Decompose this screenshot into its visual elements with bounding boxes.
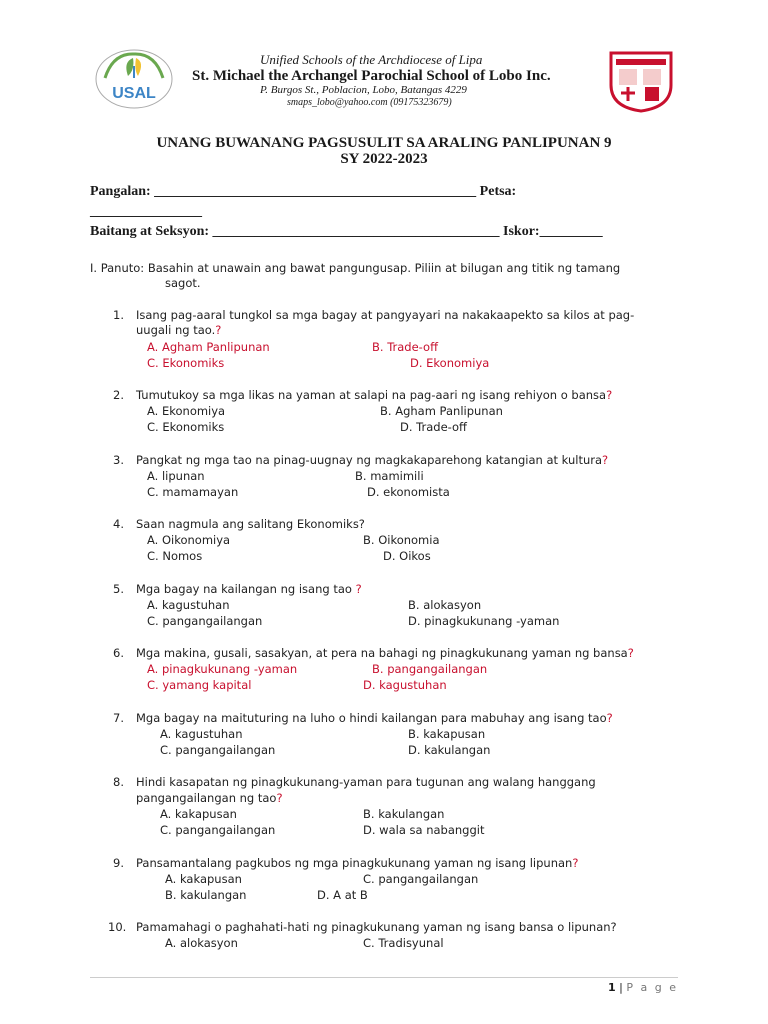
question-text: Mga makina, gusali, sasakyan, at pera na bahagi ng pinagkukunang yaman ng bansa	[136, 646, 628, 660]
page-number: 1	[608, 981, 616, 994]
question-mark: ?	[602, 453, 609, 467]
question-number: 10.	[108, 920, 127, 934]
footer-separator: |	[615, 981, 627, 994]
usal-logo-text: USAL	[112, 85, 156, 102]
option-c[interactable]: C. mamamayan	[147, 485, 239, 499]
option-b[interactable]: B. mamimili	[355, 469, 424, 483]
school-year: SY 2022-2023	[340, 151, 428, 167]
option-b[interactable]: B. Trade-off	[372, 340, 439, 354]
question-number: 5.	[113, 582, 124, 596]
option-d[interactable]: D. kagustuhan	[363, 678, 447, 692]
question-mark: ?	[606, 711, 613, 725]
question-text: Pamamahagi o paghahati-hati ng pinagkukunang yaman ng isang bansa o lipunan?	[136, 920, 617, 934]
option-a[interactable]: A. kakapusan	[165, 872, 242, 886]
question-number: 2.	[113, 388, 124, 402]
question-text-2: pangangailangan ng tao	[136, 791, 277, 805]
question-text: Hindi kasapatan ng pinagkukunang-yaman para tugunan ang walang hanggang	[136, 775, 596, 789]
question-text: Isang pag-aaral tungkol sa mga bagay at pangyayari na nakakaapekto sa kilos at pag-	[136, 308, 635, 322]
question-number: 8.	[113, 775, 124, 789]
question-mark: ?	[355, 582, 362, 596]
option-c[interactable]: C. Ekonomiks	[147, 356, 225, 370]
question-mark: ?	[215, 323, 222, 337]
option-b[interactable]: B. kakulangan	[363, 807, 445, 821]
question-number: 3.	[113, 453, 124, 467]
school-seal	[607, 49, 675, 113]
question-number: 1.	[113, 308, 124, 322]
option-d[interactable]: D. kakulangan	[408, 743, 491, 757]
question-mark: ?	[276, 791, 283, 805]
option-c[interactable]: C. yamang kapital	[147, 678, 252, 692]
page-label: P a g e	[626, 981, 678, 994]
usal-logo	[93, 48, 175, 110]
option-d[interactable]: D. pinagkukunang -yaman	[408, 614, 560, 628]
question-mark: ?	[627, 646, 634, 660]
question-number: 4.	[113, 517, 124, 531]
header-address: P. Burgos St., Poblacion, Lobo, Batangas 4229	[260, 84, 467, 96]
option-c[interactable]: C. pangangailangan	[160, 743, 276, 757]
option-c[interactable]: C. pangangailangan	[147, 614, 263, 628]
question-text: Pangkat ng mga tao na pinag-uugnay ng magkakaparehong katangian at kultura	[136, 453, 603, 467]
option-a[interactable]: A. Ekonomiya	[147, 404, 226, 418]
option-a[interactable]: A. Agham Panlipunan	[147, 340, 270, 354]
option-b[interactable]: B. Agham Panlipunan	[380, 404, 503, 418]
option-b[interactable]: B. alokasyon	[408, 598, 482, 612]
option-c[interactable]: C. pangangailangan	[160, 823, 276, 837]
question-number: 7.	[113, 711, 124, 725]
page-footer	[608, 981, 678, 994]
question-number: 6.	[113, 646, 124, 660]
option-b[interactable]: B. kakulangan	[165, 888, 247, 902]
option-d[interactable]: D. Trade-off	[400, 420, 467, 434]
header-diocese: Unified Schools of the Archdiocese of Lipa	[260, 52, 483, 67]
footer-divider	[90, 977, 678, 978]
header-school-name: St. Michael the Archangel Parochial School of Lobo Inc.	[192, 68, 551, 84]
option-b[interactable]: B. kakapusan	[408, 727, 486, 741]
option-c[interactable]: C. Tradisyunal	[363, 936, 444, 950]
option-a[interactable]: A. kakapusan	[160, 807, 237, 821]
option-c[interactable]: C. pangangailangan	[363, 872, 479, 886]
question-mark: ?	[606, 388, 613, 402]
question-text: Tumutukoy sa mga likas na yaman at salapi na pag-aari ng isang rehiyon o bansa	[136, 388, 607, 402]
option-a[interactable]: A. alokasyon	[165, 936, 238, 950]
option-d[interactable]: D. ekonomista	[367, 485, 450, 499]
date-field-line[interactable]: ________________	[90, 204, 202, 219]
option-a[interactable]: A. Oikonomiya	[147, 533, 231, 547]
section-score-field[interactable]: Baitang at Seksyon: _________________________________________ Iskor:_________	[90, 224, 603, 239]
question-text: Mga bagay na kailangan ng isang tao	[136, 582, 356, 596]
option-b[interactable]: B. Oikonomia	[363, 533, 440, 547]
option-d[interactable]: D. Ekonomiya	[410, 356, 490, 370]
question-mark: ?	[572, 856, 579, 870]
question-text: Mga bagay na maituturing na luho o hindi kailangan para mabuhay ang isang tao	[136, 711, 607, 725]
option-c[interactable]: C. Nomos	[147, 549, 203, 563]
question-text: Pansamantalang pagkubos ng mga pinagkukunang yaman ng isang lipunan	[136, 856, 573, 870]
header-contact: smaps_lobo@yahoo.com (09175323679)	[287, 97, 452, 108]
name-date-field[interactable]: Pangalan: ______________________________________________ Petsa:	[90, 184, 517, 199]
question-text-2: uugali ng tao.	[136, 323, 216, 337]
instruction-line-2: sagot.	[165, 276, 201, 290]
option-d[interactable]: D. wala sa nabanggit	[363, 823, 485, 837]
option-b[interactable]: B. pangangailangan	[372, 662, 488, 676]
question-text: Saan nagmula ang salitang Ekonomiks?	[136, 517, 365, 531]
exam-title: UNANG BUWANANG PAGSUSULIT SA ARALING PANLIPUNAN 9	[156, 135, 612, 151]
option-a[interactable]: A. kagustuhan	[147, 598, 230, 612]
option-d[interactable]: D. Oikos	[383, 549, 431, 563]
option-a[interactable]: A. kagustuhan	[160, 727, 243, 741]
option-a[interactable]: A. lipunan	[147, 469, 205, 483]
instruction-line: I. Panuto: Basahin at unawain ang bawat pangungusap. Piliin at bilugan ang titik ng tamang	[90, 261, 621, 275]
question-number: 9.	[113, 856, 124, 870]
option-a[interactable]: A. pinagkukunang -yaman	[147, 662, 298, 676]
option-d[interactable]: D. A at B	[317, 888, 368, 902]
option-c[interactable]: C. Ekonomiks	[147, 420, 225, 434]
